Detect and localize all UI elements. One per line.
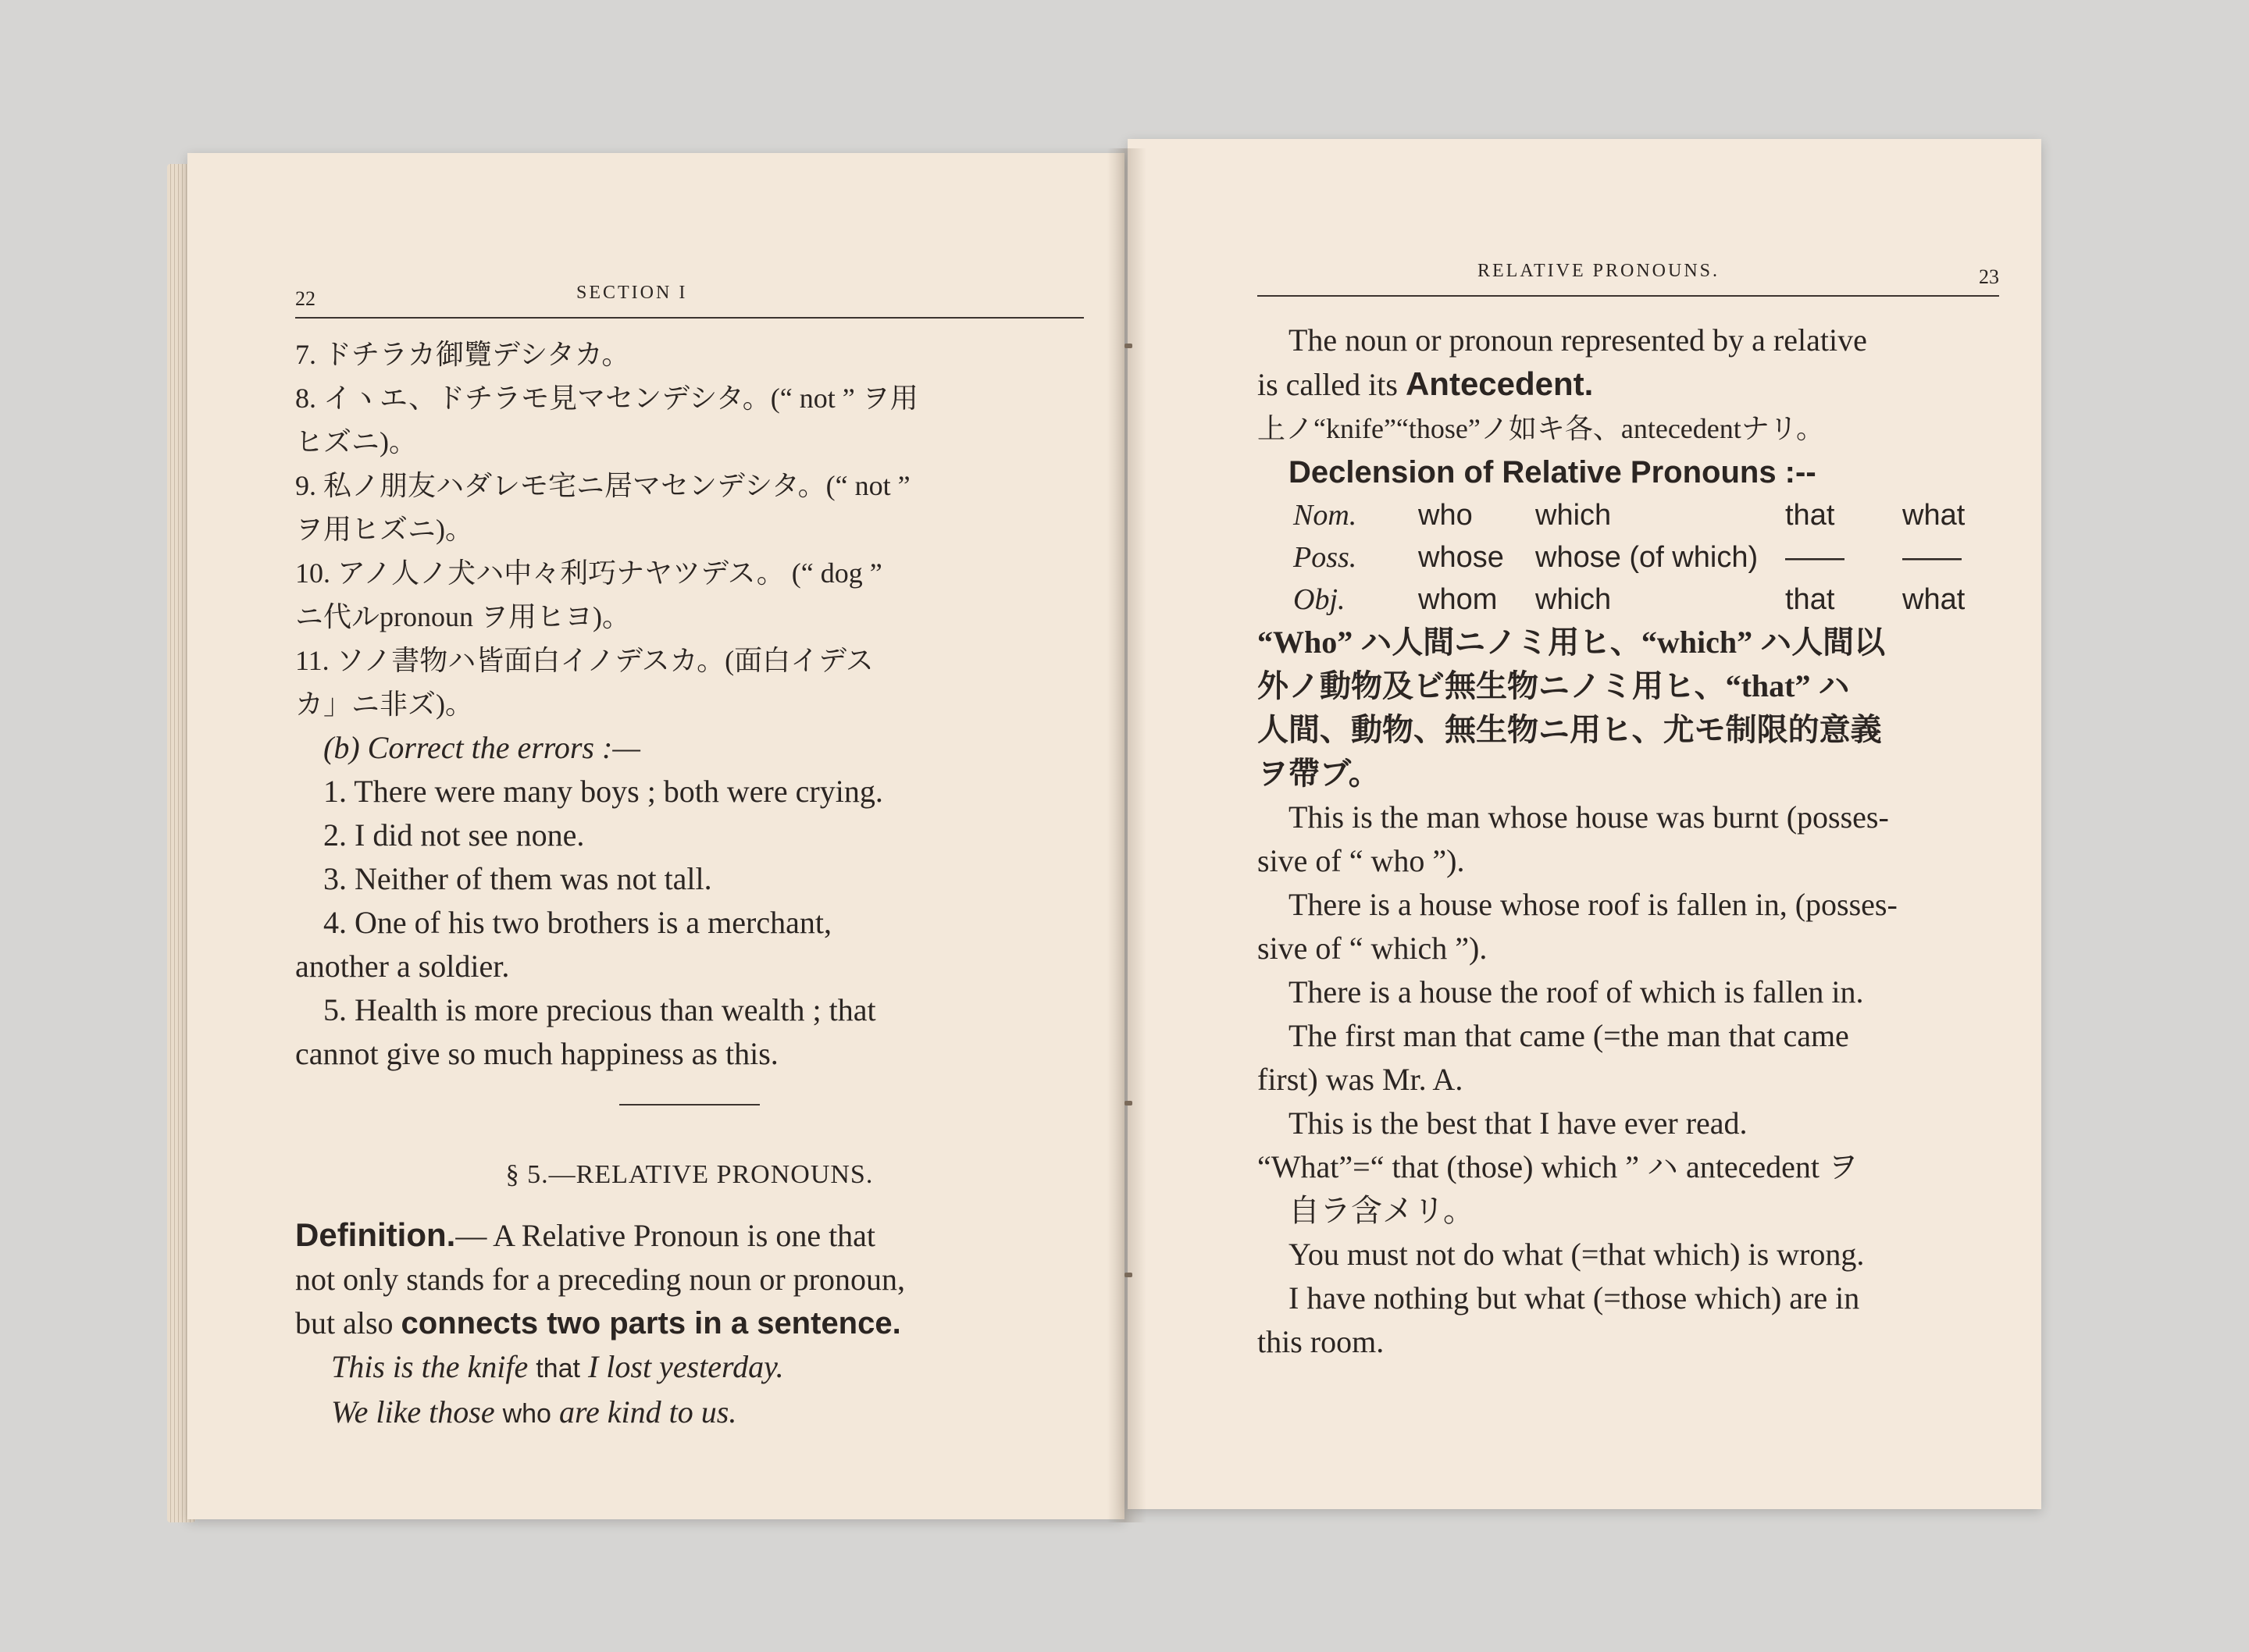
case-label: Nom. [1293, 499, 1357, 532]
error-item: 1. There were many boys ; both were crying. [323, 774, 883, 809]
declension-row [1257, 494, 1999, 536]
binding-stitch [1124, 344, 1132, 348]
example-part: This is the knife [331, 1349, 536, 1384]
jp-line: ヒズニ)。 [295, 426, 417, 458]
declension-heading: Declension of Relative Pronouns :-- [1288, 455, 1816, 490]
jp-line: 11. ソノ書物ハ皆面白イノデスカ。(面白イデス [295, 645, 874, 676]
left-running-title: SECTION I [576, 283, 688, 303]
jp-line: カ」ニ非ズ)。 [295, 689, 473, 720]
definition-text: — A Relative Pronoun is one that [455, 1218, 876, 1253]
jp-explanation-line: 人間、動物、無生物ニ用ヒ、尤モ制限的意義 [1257, 712, 1882, 747]
jp-explanation-line: 外ノ動物及ビ無生物ニノミ用ヒ、“that” ハ [1257, 668, 1850, 703]
example-line: “What”=“ that (those) which ” ハ antecedent ヲ [1257, 1149, 1859, 1184]
jp-line: 8. イヽエ、ドチラモ見マセンデシタ。(“ not ” ヲ用 [295, 383, 918, 414]
error-item: 2. I did not see none. [323, 817, 585, 853]
binding-stitch [1124, 1101, 1132, 1105]
section-divider [619, 1104, 760, 1105]
error-item: 3. Neither of them was not tall. [323, 861, 712, 896]
jp-line: 7. ドチラカ御覽デシタカ。 [295, 339, 630, 370]
definition-line: not only stands for a preceding noun or pronoun, [295, 1262, 905, 1297]
jp-line: ニ代ルpronoun ヲ用ヒヨ)。 [295, 601, 630, 632]
binding-stitch [1124, 1273, 1132, 1277]
cell-which: which [1535, 499, 1612, 532]
example-line: This is the man whose house was burnt (posses- [1288, 799, 1889, 835]
example-line: The first man that came (=the man that came [1288, 1018, 1849, 1053]
example-part: are kind to us. [551, 1394, 737, 1429]
intro-text: is called its [1257, 367, 1406, 402]
cell-who: who [1418, 499, 1473, 532]
book-gutter [1107, 148, 1146, 1522]
jp-explanation-line: “Who” ハ人間ニノミ用ヒ、“which” ハ人間以 [1257, 625, 1886, 660]
cell-what: what [1902, 499, 1966, 532]
right-head-rule [1257, 295, 1999, 297]
declension-row [1257, 536, 1999, 579]
example-line: first) was Mr. A. [1257, 1062, 1463, 1097]
example-line: There is a house the roof of which is fallen in. [1288, 974, 1864, 1009]
example-keyword: that [536, 1354, 580, 1383]
left-page [187, 153, 1124, 1519]
left-page-content [295, 283, 1084, 1436]
section-title: § 5.—RELATIVE PRONOUNS. [505, 1160, 874, 1189]
definition-emphasis: connects two parts in a sentence. [401, 1306, 901, 1340]
right-page [1128, 139, 2041, 1509]
cell-which: whose (of which) [1535, 541, 1759, 574]
cell-what: what [1902, 583, 1966, 616]
cell-that: that [1785, 583, 1835, 616]
left-running-head [295, 283, 1084, 317]
jp-line: 9. 私ノ朋友ハダレモ宅ニ居マセンデシタ。(“ not ” [295, 470, 911, 501]
jp-explanation-line: ヲ帶ブ。 [1257, 756, 1380, 791]
cell-that: that [1785, 499, 1835, 532]
cell-that: —— [1785, 541, 1844, 574]
cell-which: which [1535, 583, 1612, 616]
right-page-content [1257, 261, 1999, 1364]
declension-row [1257, 579, 1999, 621]
example-part: I lost yesterday. [579, 1349, 784, 1384]
cell-who: whom [1418, 583, 1498, 616]
antecedent-term: Antecedent. [1405, 365, 1594, 402]
example-line: sive of “ which ”). [1257, 931, 1488, 966]
example-line: I have nothing but what (=those which) are in [1288, 1280, 1860, 1316]
intro-line: The noun or pronoun represented by a relative [1288, 322, 1867, 358]
intro-line [1257, 362, 1999, 407]
definition-text: but also [295, 1305, 401, 1340]
case-label: Poss. [1293, 541, 1357, 574]
right-running-head [1257, 261, 1999, 295]
example-line: this room. [1257, 1324, 1385, 1359]
example-line: 自ラ含メリ。 [1288, 1193, 1474, 1228]
example-line: You must not do what (=that which) is wrong. [1288, 1237, 1865, 1272]
definition-line [295, 1301, 1084, 1345]
example-line: There is a house whose roof is fallen in, (posses- [1288, 887, 1898, 922]
exercise-heading: (b) Correct the errors :— [323, 730, 640, 765]
jp-line: 上ノ“knife”“those”ノ如キ各、antecedentナリ。 [1257, 413, 1824, 444]
definition-line [295, 1213, 1084, 1258]
cell-who: whose [1418, 541, 1504, 574]
error-item-continued: cannot give so much happiness as this. [295, 1036, 779, 1071]
error-item: 4. One of his two brothers is a merchant, [323, 905, 832, 940]
example-line: sive of “ who ”). [1257, 843, 1465, 878]
example-line [295, 1345, 1084, 1390]
error-item-continued: another a soldier. [295, 949, 510, 984]
cell-what: —— [1902, 541, 1962, 574]
left-page-number: 22 [295, 287, 315, 310]
example-keyword: who [502, 1399, 551, 1429]
example-part: We like those [331, 1394, 503, 1429]
case-label: Obj. [1293, 583, 1345, 616]
example-line [295, 1390, 1084, 1436]
example-line: This is the best that I have ever read. [1288, 1105, 1748, 1141]
left-head-rule [295, 317, 1084, 319]
jp-line: ヲ用ヒズニ)。 [295, 514, 473, 545]
right-page-number: 23 [1979, 265, 1999, 288]
jp-line: 10. アノ人ノ犬ハ中々利巧ナヤツデス。 (“ dog ” [295, 557, 882, 589]
error-item: 5. Health is more precious than wealth ; that [323, 992, 876, 1027]
definition-label: Definition. [295, 1216, 456, 1253]
right-running-title: RELATIVE PRONOUNS. [1477, 261, 1720, 281]
